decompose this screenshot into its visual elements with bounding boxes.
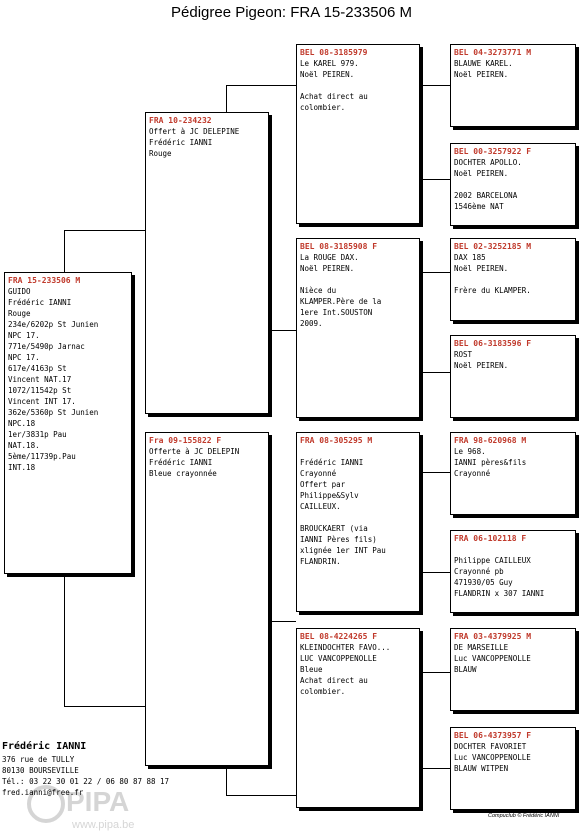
- pigeon-card-sire-dam: [296, 238, 420, 418]
- breeder-address-line1: 376 rue de TULLY: [2, 755, 75, 764]
- detail-line: Offert à JC DELEPINE: [149, 127, 240, 136]
- breeder-address-line2: 80130 BOURSEVILLE: [2, 766, 79, 775]
- detail-line: DOCHTER FAVORIET: [454, 742, 527, 751]
- detail-line: colombier.: [300, 103, 346, 112]
- pigeon-details: [149, 126, 265, 159]
- pigeon-details: [454, 252, 572, 296]
- ring-number: BEL 06-4373957 F: [454, 731, 532, 740]
- detail-line: 5ème/11739p.Pau: [8, 452, 76, 461]
- svg-text:PIPA: PIPA: [66, 786, 130, 817]
- detail-line: 362e/5360p St Junien: [8, 408, 99, 417]
- pigeon-details: [454, 349, 572, 371]
- detail-line: CAILLEUX.: [300, 502, 341, 511]
- detail-line: 2002 BARCELONA: [454, 191, 518, 200]
- pigeon-details: [454, 446, 572, 479]
- pigeon-details: [149, 446, 265, 479]
- pigeon-details: [454, 544, 572, 599]
- detail-line: GUIDO: [8, 287, 31, 296]
- connector: [420, 768, 450, 769]
- breeder-info: [2, 740, 169, 798]
- svg-text:www.pipa.be: www.pipa.be: [72, 819, 135, 831]
- detail-line: Luc VANCOPPENOLLE: [454, 654, 531, 663]
- detail-line: La ROUGE DAX.: [300, 253, 359, 262]
- detail-line: Noël PEIREN.: [454, 169, 509, 178]
- detail-line: BLAUWE KAREL.: [454, 59, 513, 68]
- detail-line: Philippe CAILLEUX: [454, 556, 531, 565]
- detail-line: 617e/4163p St: [8, 364, 67, 373]
- detail-line: Nièce du: [300, 286, 337, 295]
- detail-line: Rouge: [149, 149, 172, 158]
- ring-number: BEL 08-3185908 F: [300, 242, 378, 251]
- ring-number: FRA 98-620968 M: [454, 436, 527, 445]
- detail-line: FLANDRIN x 307 IANNI: [454, 589, 545, 598]
- connector: [420, 672, 421, 768]
- detail-line: Frère du KLAMPER.: [454, 286, 531, 295]
- connector: [420, 472, 450, 473]
- detail-line: LUC VANCOPPENOLLE: [300, 654, 377, 663]
- detail-line: Vincent INT 17.: [8, 397, 76, 406]
- detail-line: Bleue crayonnée: [149, 469, 217, 478]
- connector: [420, 572, 450, 573]
- pigeon-details: [300, 642, 416, 697]
- detail-line: BLAUW WITPEN: [454, 764, 509, 773]
- pigeon-card-ddd: [450, 727, 576, 810]
- connector: [420, 272, 421, 372]
- ring-number: Fra 09-155822 F: [149, 436, 222, 445]
- ring-number: BEL 08-4224265 F: [300, 632, 378, 641]
- detail-line: Frédéric IANNI: [300, 458, 364, 467]
- detail-line: Offert par: [300, 480, 346, 489]
- detail-line: Offerte à JC DELEPIN: [149, 447, 240, 456]
- blank-line: [300, 446, 416, 457]
- detail-line: KLEINDOCHTER FAVO...: [300, 643, 391, 652]
- pigeon-details: [454, 642, 572, 675]
- pigeon-details: [454, 741, 572, 774]
- detail-line: Philippe&Sylv: [300, 491, 359, 500]
- detail-line: Frédéric IANNI: [8, 298, 72, 307]
- breeder-name: Frédéric IANNI: [2, 741, 87, 752]
- ring-number: BEL 08-3185979: [300, 48, 368, 57]
- detail-line: KLAMPER.Père de la: [300, 297, 382, 306]
- detail-line: DAX 185: [454, 253, 486, 262]
- blank-line: [300, 512, 416, 523]
- ring-number: BEL 04-3273771 M: [454, 48, 532, 57]
- connector: [64, 706, 146, 707]
- ring-number: BEL 06-3183596 F: [454, 339, 532, 348]
- detail-line: Le 968.: [454, 447, 486, 456]
- detail-line: IANNI pères&fils: [454, 458, 527, 467]
- connector: [64, 230, 146, 231]
- detail-line: Noël PEIREN.: [300, 70, 355, 79]
- breeder-phone: Tél.: 03 22 30 01 22 / 06 80 87 88 17: [2, 777, 170, 786]
- detail-line: DOCHTER APOLLO.: [454, 158, 522, 167]
- pigeon-details: [454, 157, 572, 212]
- connector: [420, 672, 450, 673]
- pigeon-card-sdd: [450, 335, 576, 418]
- connector: [226, 766, 227, 795]
- detail-line: IANNI Pères fils): [300, 535, 377, 544]
- detail-line: Crayonné pb: [454, 567, 504, 576]
- detail-line: NPC 17.: [8, 353, 40, 362]
- pigeon-card-dss: [450, 432, 576, 515]
- detail-line: DE MARSEILLE: [454, 643, 509, 652]
- detail-line: Achat direct au: [300, 676, 368, 685]
- detail-line: Bleue: [300, 665, 323, 674]
- detail-line: 1er/3831p Pau: [8, 430, 67, 439]
- pigeon-card-dam: [145, 432, 269, 766]
- connector: [226, 795, 296, 796]
- detail-line: Noël PEIREN.: [300, 264, 355, 273]
- pigeon-card-dds: [450, 628, 576, 711]
- detail-line: 771e/5490p Jarnac: [8, 342, 85, 351]
- ring-number: FRA 15-233506 M: [8, 276, 81, 285]
- pigeon-card-sire: [145, 112, 269, 414]
- breeder-email: fred.ianni@free.fr: [2, 788, 84, 797]
- ring-number: FRA 03-4379925 M: [454, 632, 532, 641]
- pigeon-card-sire-sire: [296, 44, 420, 224]
- pigeon-card-subject: [4, 272, 132, 574]
- blank-line: [454, 544, 572, 555]
- connector: [64, 574, 65, 706]
- detail-line: Rouge: [8, 309, 31, 318]
- detail-line: FLANDRIN.: [300, 557, 341, 566]
- detail-line: BLAUW: [454, 665, 477, 674]
- ring-number: BEL 00-3257922 F: [454, 147, 532, 156]
- detail-line: Crayonné: [300, 469, 337, 478]
- connector: [420, 472, 421, 572]
- detail-line: Noël PEIREN.: [454, 264, 509, 273]
- connector: [420, 372, 450, 373]
- ring-number: BEL 02-3252185 M: [454, 242, 532, 251]
- detail-line: 2009.: [300, 319, 323, 328]
- blank-line: [454, 274, 572, 285]
- detail-line: NAT.18.: [8, 441, 40, 450]
- detail-line: INT.18: [8, 463, 36, 472]
- ring-number: FRA 10-234232: [149, 116, 212, 125]
- pigeon-card-ssd: [450, 143, 576, 226]
- blank-line: [300, 274, 416, 285]
- detail-line: Noël PEIREN.: [454, 70, 509, 79]
- detail-line: Frédéric IANNI: [149, 458, 213, 467]
- blank-line: [300, 80, 416, 91]
- page-title: Pédigree Pigeon: FRA 15-233506 M: [171, 4, 412, 21]
- pigeon-card-sds: [450, 238, 576, 321]
- pigeon-details: [300, 252, 416, 329]
- connector: [420, 85, 421, 179]
- pigeon-details: [300, 58, 416, 113]
- pigeon-card-sss: [450, 44, 576, 127]
- connector: [420, 179, 450, 180]
- connector: [420, 272, 450, 273]
- pigeon-details: [454, 58, 572, 80]
- connector: [226, 85, 296, 86]
- detail-line: Achat direct au: [300, 92, 368, 101]
- detail-line: Frédéric IANNI: [149, 138, 213, 147]
- connector: [420, 85, 450, 86]
- connector: [64, 230, 65, 274]
- detail-line: 1546ème NAT: [454, 202, 504, 211]
- detail-line: 1ere Int.SOUSTON: [300, 308, 373, 317]
- pigeon-details: [8, 286, 128, 473]
- blank-line: [454, 179, 572, 190]
- detail-line: 234e/6202p St Junien: [8, 320, 99, 329]
- connector: [226, 85, 227, 112]
- detail-line: ROST: [454, 350, 473, 359]
- detail-line: Le KAREL 979.: [300, 59, 359, 68]
- detail-line: 1072/11542p St: [8, 386, 72, 395]
- detail-line: NPC.18: [8, 419, 36, 428]
- detail-line: 471930/05 Guy: [454, 578, 513, 587]
- detail-line: Luc VANCOPPENOLLE: [454, 753, 531, 762]
- detail-line: BROUCKAERT (via: [300, 524, 368, 533]
- connector: [269, 330, 296, 331]
- pigeon-card-dsd: [450, 530, 576, 613]
- detail-line: Vincent NAT.17: [8, 375, 72, 384]
- pigeon-card-dam-sire: [296, 432, 420, 612]
- detail-line: Noël PEIREN.: [454, 361, 509, 370]
- pigeon-details: [300, 446, 416, 567]
- detail-line: colombier.: [300, 687, 346, 696]
- detail-line: NPC 17.: [8, 331, 40, 340]
- detail-line: xlignée 1er INT Pau: [300, 546, 386, 555]
- pigeon-card-dam-dam: [296, 628, 420, 808]
- detail-line: Crayonné: [454, 469, 491, 478]
- ring-number: FRA 08-305295 M: [300, 436, 373, 445]
- ring-number: FRA 06-102118 F: [454, 534, 527, 543]
- software-credit: Compuclub © Frédéric IANNI: [488, 813, 560, 819]
